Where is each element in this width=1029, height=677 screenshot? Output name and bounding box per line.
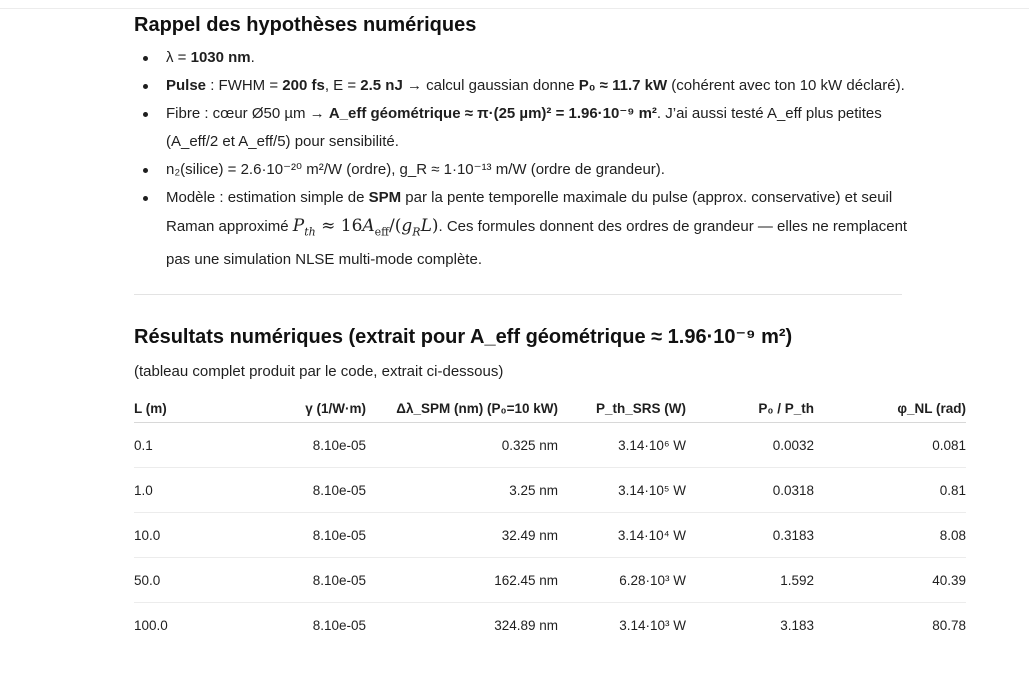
cell-phi-nl: 80.78	[932, 617, 966, 633]
cell-spm: 3.25 nm	[366, 468, 558, 513]
list-item-wavelength: λ = 1030 nm.	[134, 44, 926, 72]
cell-spm: 0.325 nm	[366, 423, 558, 468]
list-item-pulse: Pulse : FWHM = 200 fs, E = 2.5 nJ → calcul gaussian donne P₀ ≈ 11.7 kW (cohérent avec ton 10 kW déclaré).	[134, 72, 926, 100]
cell-ratio: 1.592	[686, 558, 814, 603]
col-header-gamma: γ (1/W·m)	[284, 394, 366, 423]
cell-phi-nl: 8.08	[814, 513, 966, 558]
cell-spm: 32.49 nm	[366, 513, 558, 558]
table-row	[134, 558, 966, 603]
cell-length: 1.0	[134, 468, 284, 513]
section-title-results: Résultats numériques (extrait pour A_eff géométrique ≈ 1.96·10⁻⁹ m²)	[134, 326, 793, 349]
cell-length: 100.0	[134, 617, 168, 633]
document-content	[134, 12, 966, 647]
cell-pth-srs: 3.14·10⁴ W	[558, 513, 686, 558]
cell-gamma: 8.10e-05	[284, 423, 366, 468]
cell-gamma: 8.10e-05	[312, 617, 366, 633]
cell-ratio: 0.0318	[686, 468, 814, 513]
table-note: (tableau complet produit par le code, extrait ci-dessous)	[134, 363, 504, 381]
table-row	[134, 603, 966, 648]
col-header-length: L (m)	[134, 394, 284, 423]
list-item-fiber: Fibre : cœur Ø50 µm → A_eff géométrique ≈ π·(25 µm)² = 1.96·10⁻⁹ m². J’ai aussi testé A_eff plus petites (A_eff/2 et A_eff/5) pour sensibilité.	[134, 100, 926, 156]
cell-ratio: 0.0032	[686, 423, 814, 468]
cell-spm: 324.89 nm	[494, 617, 558, 633]
cell-phi-nl: 0.81	[814, 468, 966, 513]
results-table	[134, 394, 966, 647]
table-row	[134, 513, 966, 558]
table-header-row	[134, 394, 966, 423]
cell-spm: 162.45 nm	[366, 558, 558, 603]
table-row	[134, 468, 966, 513]
col-header-ratio: P₀ / P_th	[686, 394, 814, 423]
hypotheses-list	[134, 44, 966, 274]
section-title-hypotheses: Rappel des hypothèses numériques	[134, 14, 477, 36]
cell-pth-srs: 3.14·10³ W	[619, 617, 686, 633]
cell-ratio: 3.183	[780, 617, 814, 633]
cell-length: 0.1	[134, 423, 284, 468]
cell-pth-srs: 6.28·10³ W	[558, 558, 686, 603]
cell-phi-nl: 0.081	[814, 423, 966, 468]
list-item-model: Modèle : estimation simple de SPM par la pente temporelle maximale du pulse (approx. conservative) et seuil Raman approximé $P_{th} \approx 16A_{eff}/(g_RL)$. Ces formules donnent des ordres de grandeur — elles ne remplacent pas une simulation NLSE multi-mode complète.	[134, 184, 926, 274]
col-header-pth-srs: P_th_SRS (W)	[558, 394, 686, 423]
cell-phi-nl: 40.39	[814, 558, 966, 603]
section-divider	[134, 294, 902, 295]
cell-gamma: 8.10e-05	[284, 513, 366, 558]
cell-pth-srs: 3.14·10⁵ W	[558, 468, 686, 513]
col-header-phi-nl: φ_NL (rad)	[814, 394, 966, 423]
cell-length: 10.0	[134, 513, 284, 558]
cell-gamma: 8.10e-05	[284, 468, 366, 513]
list-item-constants: n₂(silice) = 2.6·10⁻²⁰ m²/W (ordre), g_R ≈ 1·10⁻¹³ m/W (ordre de grandeur).	[134, 156, 926, 184]
raman-threshold-formula: $P_{th} \approx 16A_{eff}/(g_RL)$	[292, 216, 439, 239]
col-header-spm: Δλ_SPM (nm) (P₀=10 kW)	[366, 394, 558, 423]
cell-length: 50.0	[134, 558, 284, 603]
cell-gamma: 8.10e-05	[284, 558, 366, 603]
cell-pth-srs: 3.14·10⁶ W	[558, 423, 686, 468]
cell-ratio: 0.3183	[686, 513, 814, 558]
table-row	[134, 423, 966, 468]
top-divider	[0, 8, 1029, 9]
